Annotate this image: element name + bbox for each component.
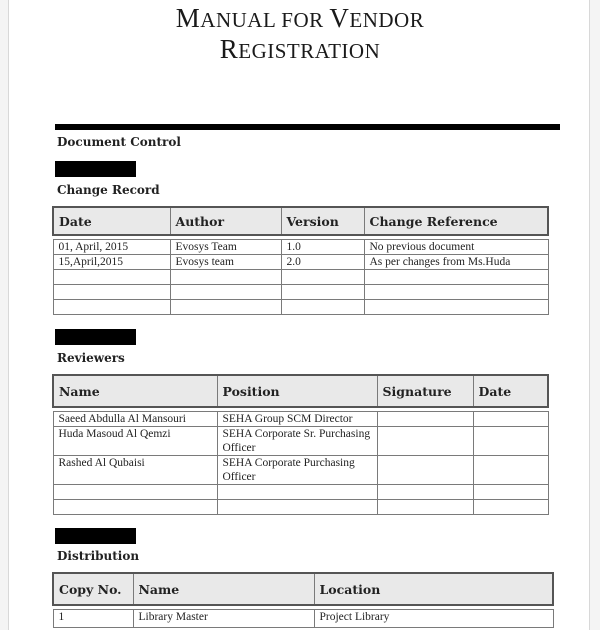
title-initial: M — [175, 3, 201, 33]
table-cell: Huda Masoud Al Qemzi — [53, 427, 217, 456]
title-word: ANUAL — [200, 8, 282, 32]
table-row — [53, 412, 548, 427]
table-header-row — [53, 375, 548, 407]
column-header: Date — [473, 375, 548, 407]
document-title-line2 — [0, 34, 600, 65]
table-cell — [473, 456, 548, 485]
column-header: Copy No. — [53, 573, 133, 605]
table-cell: Saeed Abdulla Al Mansouri — [53, 412, 217, 427]
column-header: Name — [53, 375, 217, 407]
table-cell: As per changes from Ms.Huda — [364, 255, 548, 270]
table-cell: 2.0 — [281, 255, 364, 270]
column-header: Version — [281, 207, 364, 235]
table-row-empty — [53, 300, 548, 315]
table-cell: 1 — [53, 610, 133, 628]
redaction-box — [55, 161, 136, 177]
table-cell: Evosys team — [170, 255, 281, 270]
table-row-empty — [53, 270, 548, 285]
table-row — [53, 240, 548, 255]
table-cell: SEHA Corporate Purchasing Officer — [217, 456, 377, 485]
column-header: Position — [217, 375, 377, 407]
table-row-empty — [53, 285, 548, 300]
change-record-heading: Change Record — [57, 183, 160, 197]
table-row — [53, 255, 548, 270]
distribution-table — [52, 572, 554, 628]
redaction-box — [55, 528, 136, 544]
document-title-line1 — [0, 3, 600, 34]
table-cell: 15,April,2015 — [53, 255, 170, 270]
table-cell — [377, 427, 473, 456]
table-cell: SEHA Group SCM Director — [217, 412, 377, 427]
document-control-label: Document Control — [57, 135, 181, 149]
table-cell: Project Library — [314, 610, 553, 628]
table-cell: Library Master — [133, 610, 314, 628]
column-header: Date — [53, 207, 170, 235]
table-row — [53, 456, 548, 485]
column-header: Change Reference — [364, 207, 548, 235]
reviewers-heading: Reviewers — [57, 351, 125, 365]
title-rest: EGISTRATION — [238, 39, 381, 63]
column-header: Signature — [377, 375, 473, 407]
table-cell — [377, 456, 473, 485]
table-cell — [473, 427, 548, 456]
column-header: Location — [314, 573, 553, 605]
title-word: FOR — [281, 8, 330, 32]
table-cell: Rashed Al Qubaisi — [53, 456, 217, 485]
table-row-empty — [53, 485, 548, 500]
title-initial: V — [329, 3, 350, 33]
table-row — [53, 610, 553, 628]
table-cell: SEHA Corporate Sr. Purchasing Officer — [217, 427, 377, 456]
table-cell: No previous document — [364, 240, 548, 255]
title-initial: R — [219, 34, 239, 64]
table-cell — [473, 412, 548, 427]
change-record-table — [52, 206, 549, 315]
table-row — [53, 427, 548, 456]
table-header-row — [53, 207, 548, 235]
table-cell: Evosys Team — [170, 240, 281, 255]
title-rule — [55, 124, 560, 130]
reviewers-table — [52, 374, 549, 515]
table-header-row — [53, 573, 553, 605]
redaction-box — [55, 329, 136, 345]
table-cell: 1.0 — [281, 240, 364, 255]
table-cell: 01, April, 2015 — [53, 240, 170, 255]
column-header: Name — [133, 573, 314, 605]
table-cell — [377, 412, 473, 427]
table-row-empty — [53, 500, 548, 515]
column-header: Author — [170, 207, 281, 235]
distribution-heading: Distribution — [57, 549, 140, 563]
title-word: ENDOR — [349, 8, 425, 32]
